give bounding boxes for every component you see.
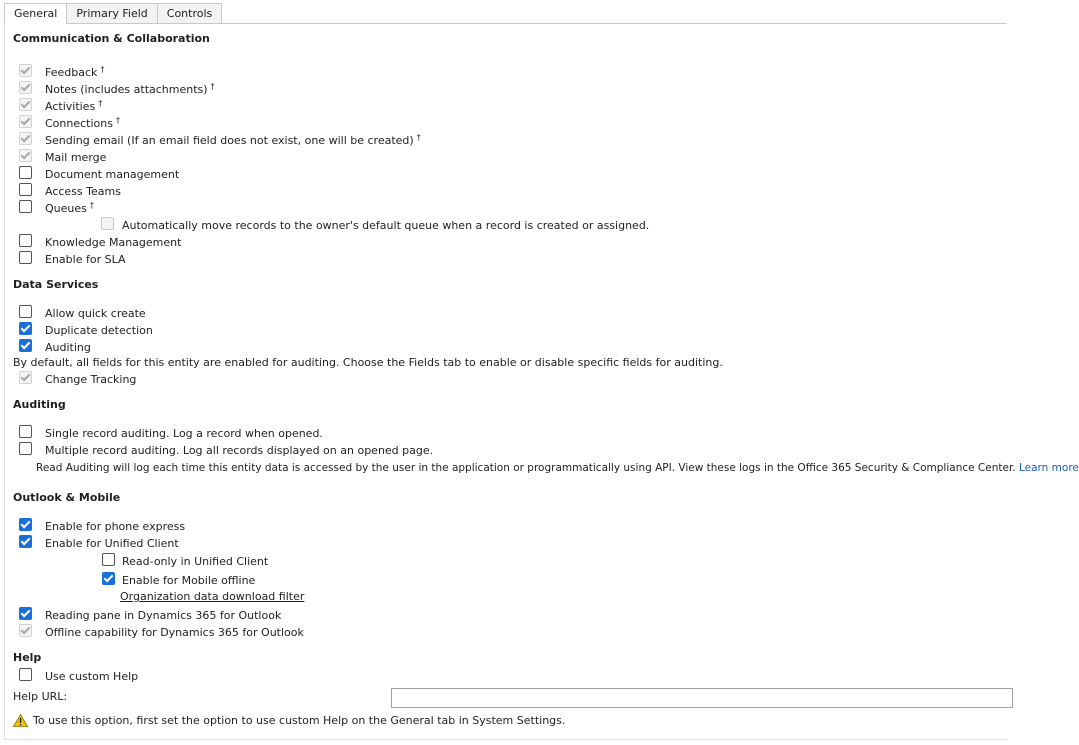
- enable-sla-checkbox[interactable]: [19, 251, 32, 264]
- activities-checkbox[interactable]: [19, 98, 32, 111]
- learn-more-link[interactable]: Learn more: [1018, 462, 1079, 474]
- dagger-mark: †: [115, 115, 120, 125]
- checkbox-label: Auditing: [45, 340, 91, 354]
- readonly-unified-client-checkbox[interactable]: [102, 553, 115, 566]
- checkbox-row-change-tracking[interactable]: [19, 371, 136, 387]
- checkbox-row-mail-merge[interactable]: [19, 149, 106, 165]
- checkbox-label: Enable for SLA: [45, 252, 126, 266]
- section-title-auditing: Auditing: [13, 398, 66, 411]
- checkbox-label: Knowledge Management: [45, 235, 182, 249]
- auditing-note: By default, all fields for this entity are enabled for auditing. Choose the Fields tab to enable or disable specific fields for auditing.: [13, 356, 723, 369]
- checkbox-label: Access Teams: [45, 184, 121, 198]
- tab-strip: [4, 3, 221, 24]
- checkbox-label: Sending email (If an email field does not exist, one will be created): [45, 133, 414, 147]
- checkbox-row-sending-email[interactable]: [19, 132, 421, 148]
- checkbox-row-single-record-auditing[interactable]: [19, 425, 323, 441]
- checkbox-label: Enable for Mobile offline: [122, 573, 256, 587]
- checkbox-label: Use custom Help: [45, 669, 139, 683]
- access-teams-checkbox[interactable]: [19, 183, 32, 196]
- checkbox-row-unified-client[interactable]: [19, 535, 179, 551]
- checkbox-label: Change Tracking: [45, 372, 137, 386]
- checkbox-label: Single record auditing. Log a record when opened.: [45, 426, 323, 440]
- phone-express-checkbox[interactable]: [19, 518, 32, 531]
- checkbox-row-knowledge-management[interactable]: [19, 234, 181, 250]
- org-filter-link-text[interactable]: Organization data download filter: [120, 590, 305, 603]
- checkbox-row-enable-sla[interactable]: [19, 251, 125, 267]
- checkbox-label: Duplicate detection: [45, 323, 153, 337]
- single-record-auditing-checkbox[interactable]: [19, 425, 32, 438]
- notes-checkbox[interactable]: [19, 81, 32, 94]
- section-title-data-services: Data Services: [13, 278, 99, 291]
- section-title-outlook-mobile: Outlook & Mobile: [13, 491, 121, 504]
- checkbox-row-activities[interactable]: [19, 98, 102, 114]
- dagger-mark: †: [100, 64, 105, 74]
- checkbox-row-use-custom-help[interactable]: [19, 668, 138, 684]
- section-title-help: Help: [13, 651, 42, 664]
- use-custom-help-checkbox[interactable]: [19, 668, 32, 681]
- duplicate-detection-checkbox[interactable]: [19, 322, 32, 335]
- dagger-mark: †: [89, 200, 94, 210]
- read-auditing-info: [36, 462, 1079, 474]
- checkbox-row-document-management[interactable]: [19, 166, 179, 182]
- checkbox-label: Document management: [45, 167, 180, 181]
- checkbox-label: Allow quick create: [45, 306, 146, 320]
- change-tracking-checkbox[interactable]: [19, 371, 32, 384]
- checkbox-label: Notes (includes attachments): [45, 82, 208, 96]
- checkbox-row-phone-express[interactable]: [19, 518, 185, 534]
- checkbox-row-notes[interactable]: [19, 81, 215, 97]
- multiple-record-auditing-checkbox[interactable]: [19, 442, 32, 455]
- checkbox-row-allow-quick-create[interactable]: [19, 305, 146, 321]
- checkbox-label: Automatically move records to the owner's default queue when a record is created or assigned.: [122, 218, 650, 232]
- auditing-checkbox[interactable]: [19, 339, 32, 352]
- checkbox-label: Reading pane in Dynamics 365 for Outlook: [45, 608, 282, 622]
- reading-pane-checkbox[interactable]: [19, 607, 32, 620]
- allow-quick-create-checkbox[interactable]: [19, 305, 32, 318]
- checkbox-row-mobile-offline[interactable]: [102, 572, 255, 588]
- connections-checkbox[interactable]: [19, 115, 32, 128]
- dagger-mark: †: [416, 132, 421, 142]
- feedback-checkbox[interactable]: [19, 64, 32, 77]
- checkbox-row-duplicate-detection[interactable]: [19, 322, 153, 338]
- help-url-input[interactable]: [391, 688, 1013, 708]
- sending-email-checkbox[interactable]: [19, 132, 32, 145]
- org-data-download-filter-link[interactable]: [120, 590, 304, 603]
- tab-general[interactable]: General: [4, 3, 67, 24]
- checkbox-row-offline-capability[interactable]: [19, 624, 304, 640]
- checkbox-label: Enable for phone express: [45, 519, 186, 533]
- checkbox-label: Feedback: [45, 65, 98, 79]
- dagger-mark: †: [98, 98, 103, 108]
- checkbox-label: Read-only in Unified Client: [122, 554, 269, 568]
- checkbox-row-reading-pane[interactable]: [19, 607, 281, 623]
- help-url-label: Help URL:: [13, 690, 68, 703]
- mobile-offline-checkbox[interactable]: [102, 572, 115, 585]
- auto-move-queue-checkbox[interactable]: [101, 217, 114, 230]
- checkbox-row-access-teams[interactable]: [19, 183, 121, 199]
- mail-merge-checkbox[interactable]: [19, 149, 32, 162]
- checkbox-label: Offline capability for Dynamics 365 for Outlook: [45, 625, 304, 639]
- tab-primary-field[interactable]: Primary Field: [66, 3, 157, 23]
- warning-text: To use this option, first set the option to use custom Help on the General tab in System Settings.: [33, 714, 566, 727]
- read-auditing-text: Read Auditing will log each time this entity data is accessed by the user in the application or programmatically using API. View these logs in the Office 365 Security & Compliance Center.: [36, 462, 1016, 474]
- dagger-mark: †: [210, 81, 215, 91]
- section-title-communication: Communication & Collaboration: [13, 32, 210, 45]
- checkbox-label: Mail merge: [45, 150, 107, 164]
- checkbox-row-auditing[interactable]: [19, 339, 91, 355]
- checkbox-label: Enable for Unified Client: [45, 536, 179, 550]
- tab-controls[interactable]: Controls: [157, 3, 223, 23]
- checkbox-row-feedback[interactable]: [19, 64, 104, 80]
- offline-capability-checkbox[interactable]: [19, 624, 32, 637]
- checkbox-label: Queues: [45, 201, 87, 215]
- document-management-checkbox[interactable]: [19, 166, 32, 179]
- checkbox-row-queues[interactable]: [19, 200, 94, 216]
- checkbox-label: Connections: [45, 116, 113, 130]
- checkbox-row-readonly-unified-client[interactable]: [102, 553, 268, 569]
- knowledge-management-checkbox[interactable]: [19, 234, 32, 247]
- unified-client-checkbox[interactable]: [19, 535, 32, 548]
- checkbox-row-connections[interactable]: [19, 115, 120, 131]
- checkbox-row-auto-move-queue[interactable]: [101, 217, 649, 233]
- checkbox-label: Activities: [45, 99, 96, 113]
- checkbox-row-multiple-record-auditing[interactable]: [19, 442, 433, 458]
- checkbox-label: Multiple record auditing. Log all records displayed on an opened page.: [45, 443, 434, 457]
- help-warning: [13, 714, 565, 727]
- warning-icon: [13, 714, 28, 727]
- queues-checkbox[interactable]: [19, 200, 32, 213]
